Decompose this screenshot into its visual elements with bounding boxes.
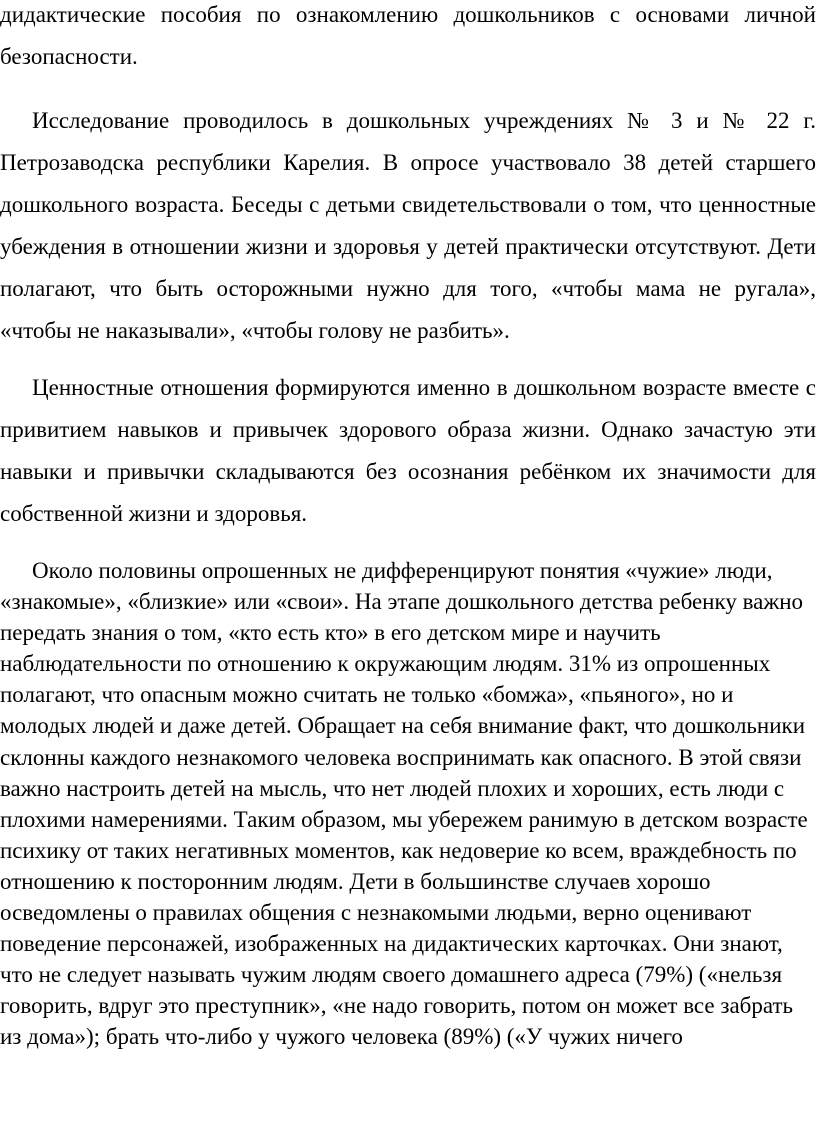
paragraph-survey-results: Около половины опрошенных не дифференцируют понятия «чужие» люди, «знакомые», «близкие» или «свои». На этапе дошкольного детства ребенку важно передать знания о том, «кто есть кто» в его детском мире и научить наблюдательности по отношению к окружающим людям. 31% из опрошенных полагают, что опасным можно считать не только «бомжа», «пьяного», но и молодых людей и даже детей. Обращает на себя внимание факт, что дошкольники склонны каждого незнакомого человека воспринимать как опасного. В этой связи важно настроить детей на мысль, что нет людей плохих и хороших, есть люди с плохими намерениями. Таким образом, мы убережем ранимую в детском возрасте психику от таких негативных моментов, как недоверие ко всем, враждебность по отношению к посторонним людям. Дети в большинстве случаев хорошо осведомлены о правилах общения с незнакомыми людьми, верно оценивают поведение персонажей, изображенных на дидактических карточках. Они знают, что не следует называть чужим людям своего домашнего адреса (79%) («нельзя говорить, вдруг это преступник», «не надо говорить, потом он может все забрать из дома»); брать что-либо у чужого человека (89%) («У чужих ничего: [0, 558, 808, 1050]
paragraph-value-relations: Ценностные отношения формируются именно в дошкольном возрасте вместе с привитием навыков и привычек здорового образа жизни. Однако зачастую эти навыки и привычки складываются без осознания ребёнком их значимости для собственной жизни и здоровья.: [0, 375, 816, 526]
paragraph-intro-continuation: дидактические пособия по ознакомлению дошкольников с основами личной безопасности.: [0, 2, 816, 69]
paragraph-study-description: Исследование проводилось в дошкольных учреждениях № 3 и № 22 г. Петрозаводска республики Карелия. В опросе участвовало 38 детей старшего дошкольного возраста. Беседы с детьми свидетельствовали о том, что ценностные убеждения в отношении жизни и здоровья у детей практически отсутствуют. Дети полагают, что быть осторожными нужно для того, «чтобы мама не ругала», «чтобы не наказывали», «чтобы голову не разбить».: [0, 108, 816, 343]
